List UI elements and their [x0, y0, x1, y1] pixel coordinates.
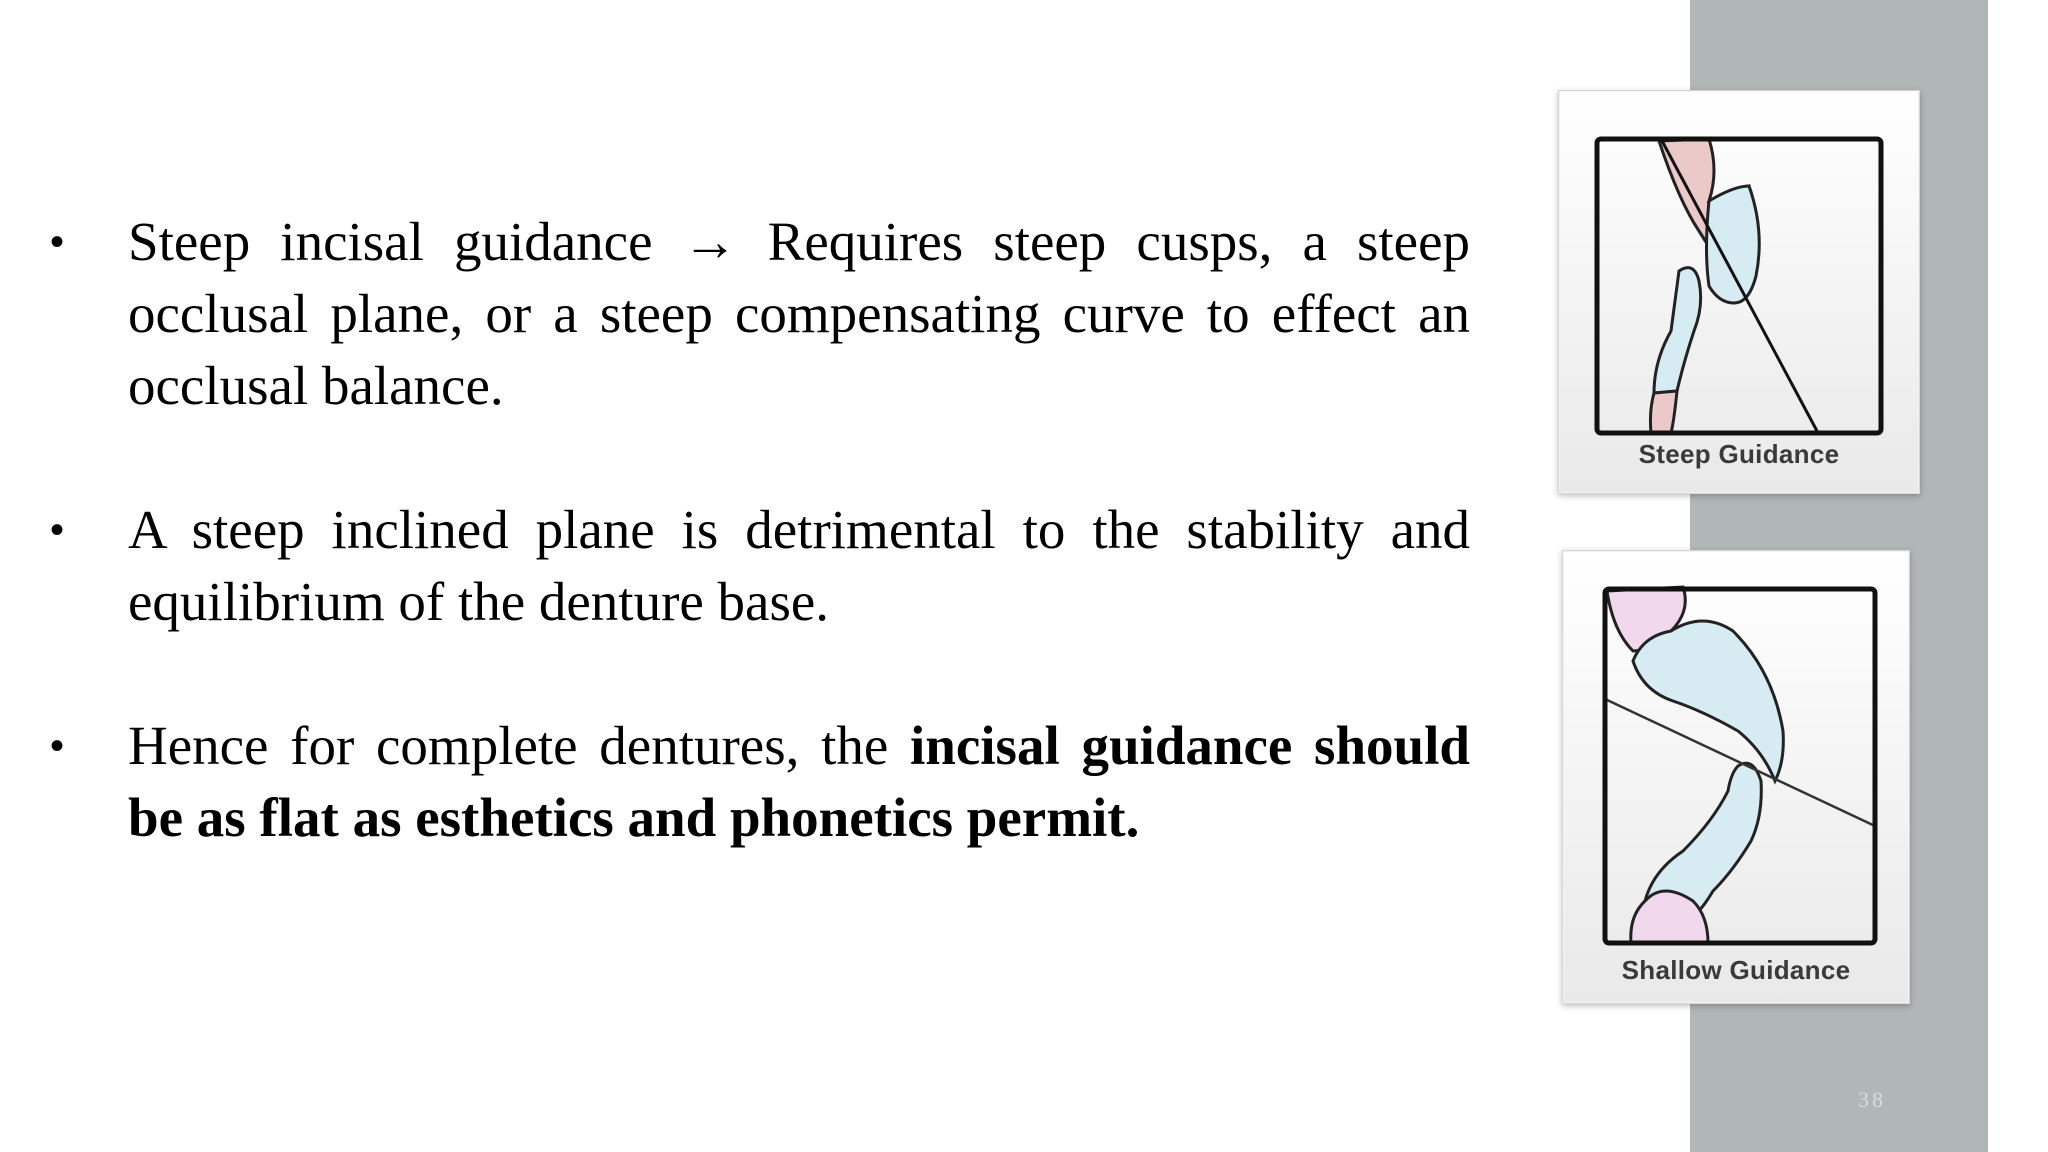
bullet-text-2: A steep inclined plane is detrimental to the stability and equilibrium of the denture base. — [128, 499, 1470, 632]
steep-guidance-diagram — [1559, 91, 1919, 493]
bullet-item-1 — [40, 206, 1470, 422]
page-number: 38 — [1858, 1087, 1886, 1112]
steep-guidance-caption: Steep Guidance — [1638, 439, 1840, 469]
bullet-symbol: • — [50, 508, 65, 552]
bullet-list — [40, 206, 1470, 854]
bullet-text-1: Steep incisal guidance → Requires steep cusps, a steep occlusal plane, or a steep compensating curve to effect an occlusal balance. — [128, 211, 1470, 416]
bullet-item-2 — [40, 494, 1470, 638]
bullet-symbol: • — [50, 220, 65, 264]
shallow-guidance-figure — [1562, 550, 1910, 1004]
shallow-guidance-caption: Shallow Guidance — [1621, 955, 1851, 985]
bullet-text-3-bold: incisal guidance should be as flat as esthetics and phonetics permit. — [128, 715, 1470, 848]
upper-tooth-crown — [1707, 186, 1760, 303]
lower-tooth-root — [1650, 391, 1677, 433]
steep-guidance-figure — [1558, 90, 1920, 494]
shallow-guidance-diagram — [1563, 551, 1909, 1003]
bullet-item-3 — [40, 710, 1470, 854]
bullet-symbol: • — [50, 724, 65, 768]
bullet-text-3-plain: Hence for complete dentures, the — [128, 715, 910, 776]
